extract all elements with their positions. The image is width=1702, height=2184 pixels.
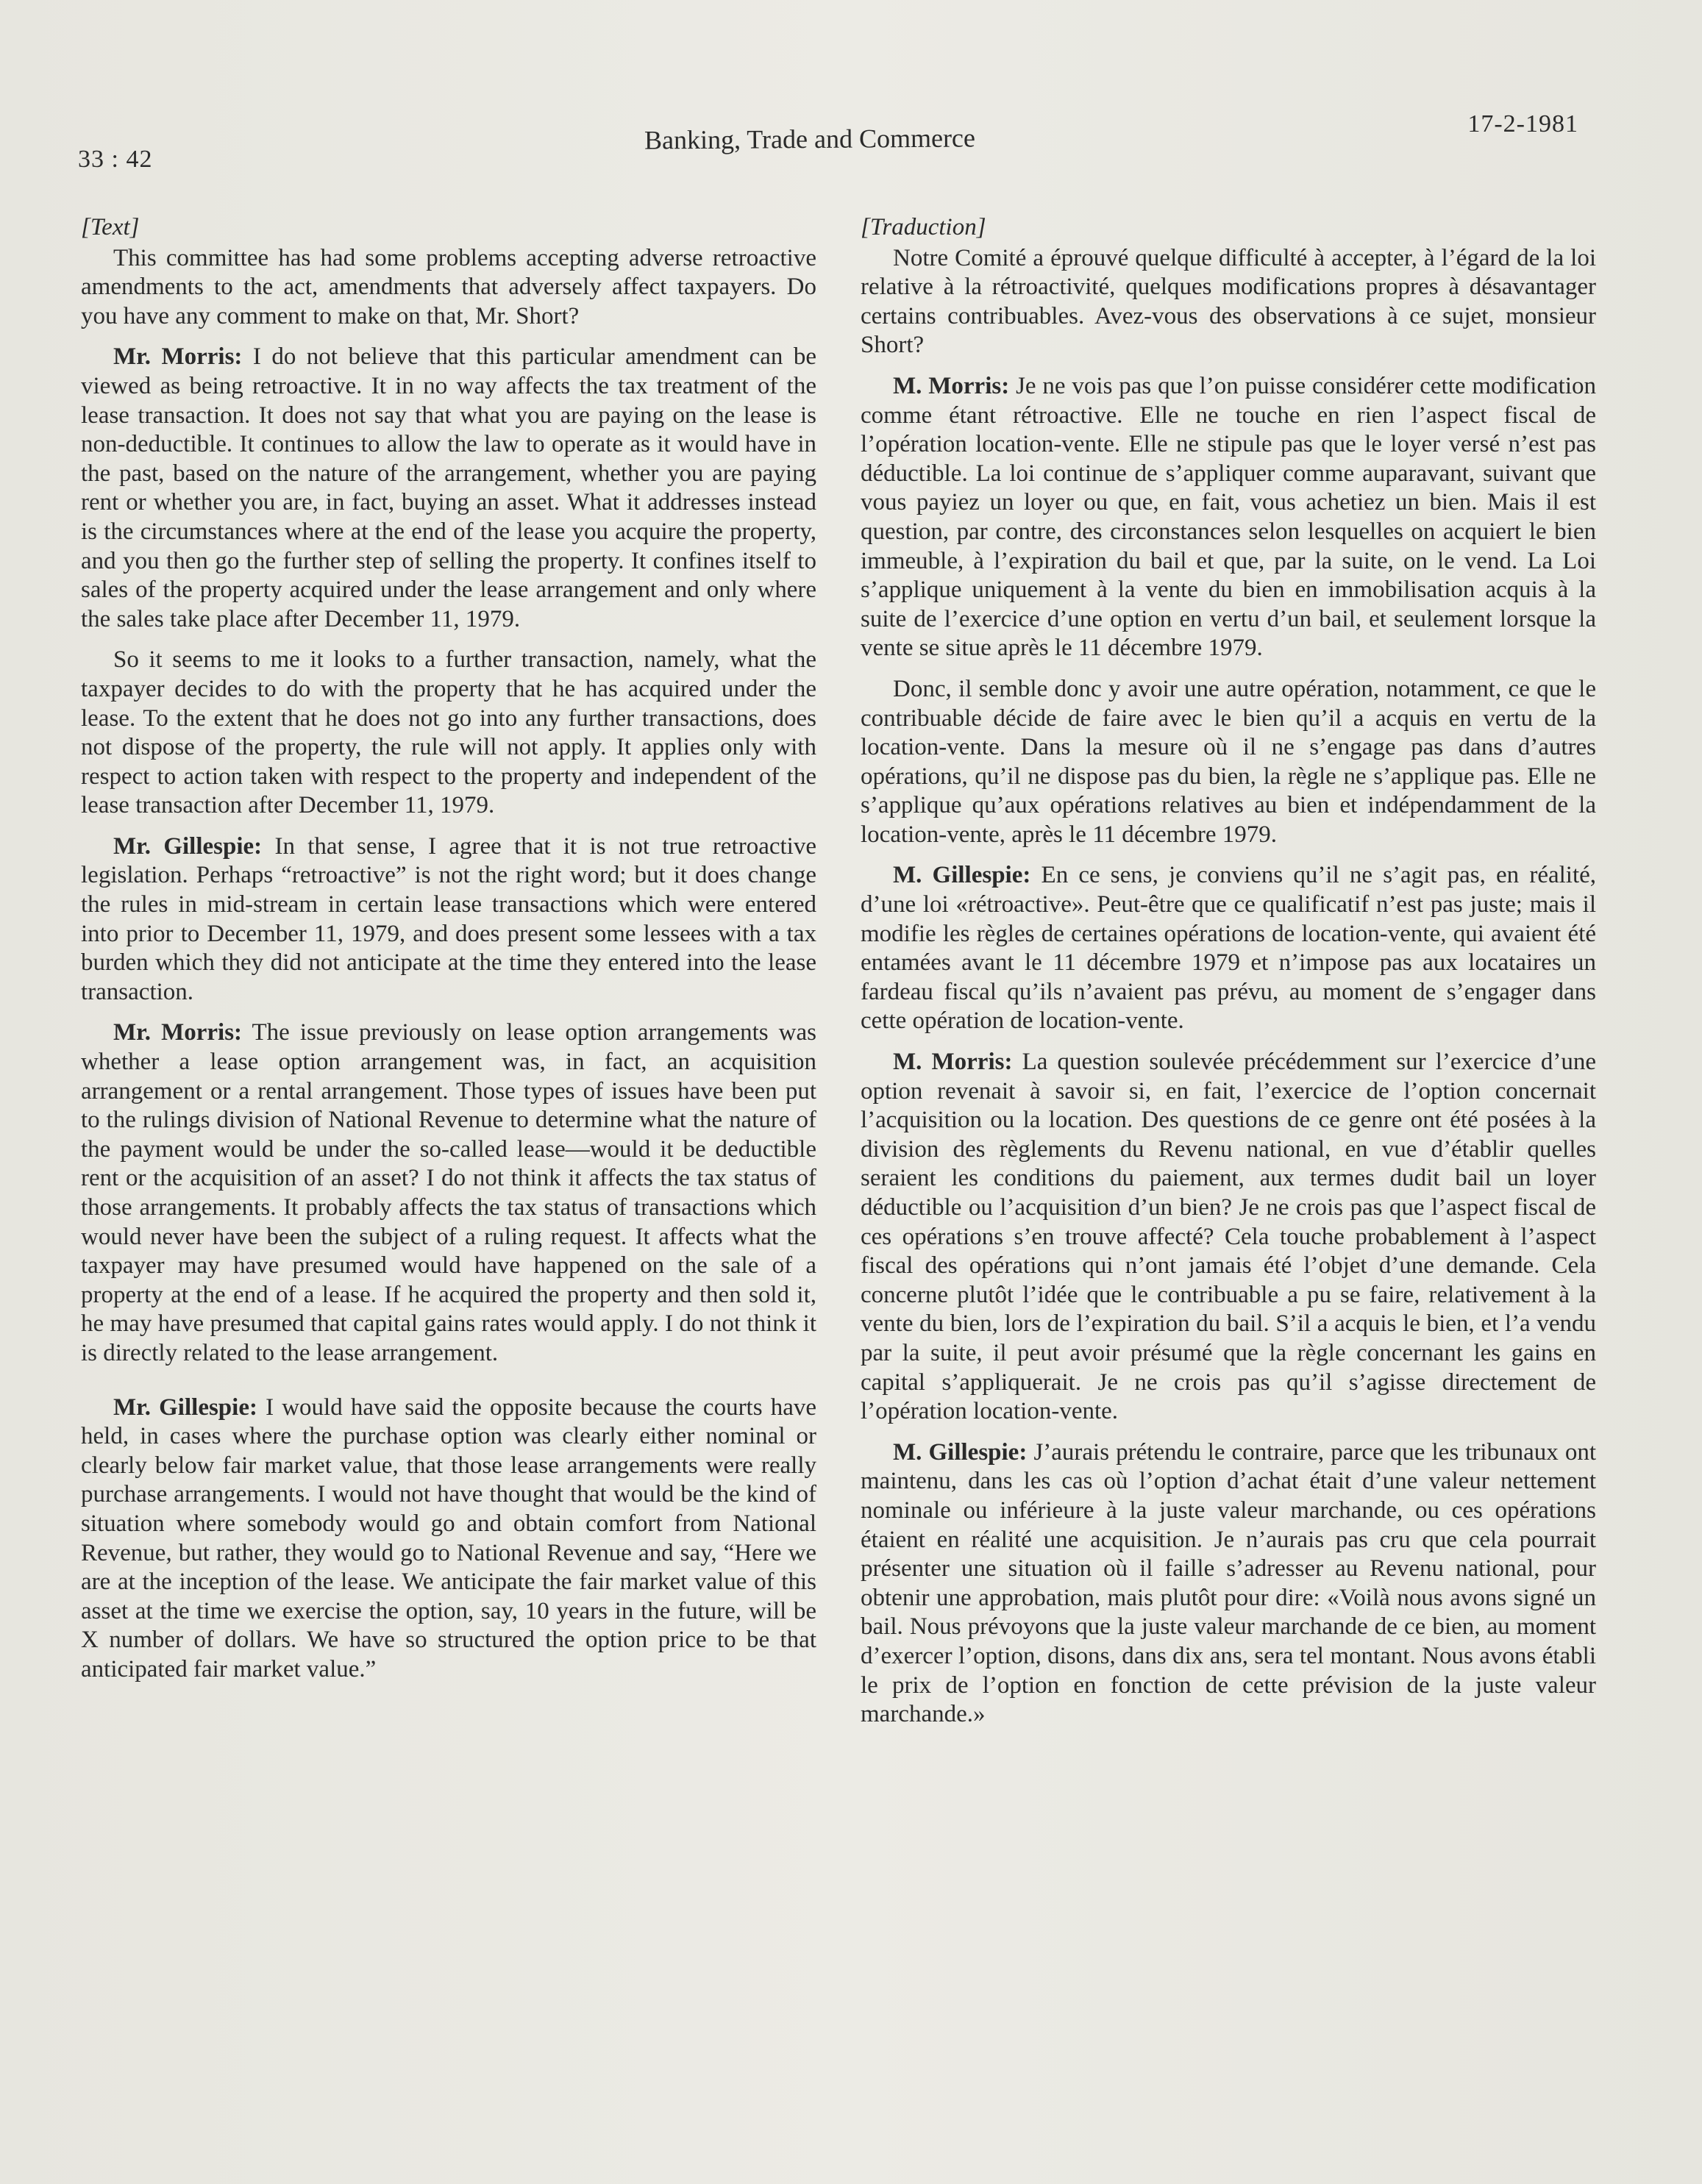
speaker-name: Mr. Morris: — [113, 343, 243, 371]
paragraph — [81, 832, 816, 1007]
speaker-name: Mr. Morris: — [113, 1019, 243, 1046]
paragraph-text: I would have said the opposite because the courts have held, in cases where the purchase option was clearly either nominal or clearly below fair market value, that those lease arrangements were really purchase arrangements. I would not have thought that would be the kind of situation where somebody would go and obtain comfort from National Revenue, but rather, they would go to National Revenue and say, “Here we are at the inception of the lease. We anticipate the fair market value of this asset at the time we exercise the option, say, 10 years in the future, will be X number of dollars. We have so structured the option price to be that anticipated fair market value.” — [81, 1393, 816, 1682]
paragraph — [81, 646, 816, 821]
paragraph-text: Donc, il semble donc y avoir une autre opération, notamment, ce que le contribuable décide de faire avec le bien qu’il a acquis en vertu de la location-vente. Dans la mesure où il ne s’engage pas dans d’autres opérations, qu’il ne dispose pas du bien, la règle ne s’applique pas. Elle ne s’applique qu’aux opérations relatives au bien et indépendamment de la location-vente, après le 11 décembre 1979. — [861, 675, 1596, 848]
paragraph-text: Je ne vois pas que l’on puisse considérer cette modification comme étant rétroactive. Elle ne touche en rien l’aspect fiscal de l’opération location-vente. Elle ne stipule pas que le loyer versé n’est pas déductible. La loi continue de s’appliquer comme auparavant, suivant que vous payiez un loyer ou que, en fait, vous achetiez un bien. Mais il est question, par contre, des circonstances selon lesquelles on acquiert le bien immeuble, à l’expiration du bail et que, par la suite, on le vend. La Loi s’applique uniquement à la vente du bien en immobilisation acquis à la suite de l’exercice d’une option en vertu d’un bail, et seulement lorsque la vente se situe après le 11 décembre 1979. — [861, 372, 1597, 662]
paragraph-text: La question soulevée précédemment sur l’exercice d’une option revenait à savoir si, en fait, l’exercice de l’option concernait l’acquisition ou la location. Des questions de ce genre ont été posées à la division des règlements du Revenu national, en vue d’établir quelles seraient les conditions du paiement, aux termes dudit bail un loyer déductible ou l’acquisition d’un bien? Je ne crois pas que l’aspect fiscal de ces opérations s’en trouve affecté? Cela touche probablement à l’aspect fiscal des opérations qui n’ont jamais été l’objet d’une demande. Cela concerne plutôt l’idée que le contribuable a pu se faire, relativement à la vente du bien, lors de l’expiration du bail. S’il a acquis le bien, et l’a vendu par la suite, il peut avoir présumé que la règle concernant les gains en capital s’appliquerait. Je ne crois pas qu’il s’agisse directement de l’opération location-vente. — [861, 1049, 1597, 1425]
paragraph — [81, 1393, 816, 1685]
paragraph-text: In that sense, I agree that it is not true retroactive legislation. Perhaps “retroactive” is not the right word; but it does change the rules in mid-stream in certain lease transactions which were entered into prior to December 11, 1979, and does present some lessees with a tax burden which they did not anticipate at the time they entered into the lease transaction. — [81, 832, 816, 1005]
paragraph — [81, 244, 816, 332]
speaker-name: Mr. Gillespie: — [113, 1393, 257, 1421]
paragraph — [861, 675, 1596, 850]
speaker-name: M. Morris: — [893, 372, 1010, 399]
paragraph — [861, 861, 1596, 1036]
running-title: Banking, Trade and Commerce — [644, 123, 976, 155]
paragraph — [861, 244, 1596, 360]
page-header — [78, 110, 1578, 184]
paragraph-text: The issue previously on lease option arrangements was whether a lease option arrangement was, in fact, an acquisition arrangement or a rental arrangement. Those types of issues have been put to the rulings division of National Revenue to determine what the nature of the payment would be under the so-called lease—would it be deductible rent or the acquisition of an asset? I do not think it affects the tax status of those arrangements. It probably affects the tax status of transactions which would never have been the subject of a ruling request. It affects what the taxpayer may have presumed would have happened on the sale of a property at the end of a lease. If he acquired the property and then sold it, he may have presumed that capital gains rates would apply. I do not think it is directly related to the lease arrangement. — [81, 1019, 816, 1366]
header-date: 17-2-1981 — [1467, 110, 1578, 138]
paragraph-text: En ce sens, je conviens qu’il ne s’agit pas, en réalité, d’une loi «rétroactive». Peut-être que ce qualificatif n’est pas juste; mais il modifie les règles de certaines opérations de location-vente, qui avaient été entamées avant le 11 décembre 1979 et n’impose pas aux locataires un fardeau fiscal qu’ils n’avaient pas prévu, au moment de s’engager dans cette opération de location-vente. — [861, 862, 1597, 1035]
english-column — [81, 213, 816, 1696]
speaker-name: Mr. Gillespie: — [113, 832, 263, 860]
paragraph — [861, 372, 1596, 663]
text-tag: [Text] — [81, 214, 140, 240]
paragraph-text: J’aurais prétendu le contraire, parce que les tribunaux ont maintenu, dans les cas où l’option d’achat était d’une valeur nettement nominale ou inférieure à la juste valeur marchande, ou ces opérations étaient en réalité une acquisition. Je n’aurais pas cru que cela pourrait présenter une situation où il faille s’adresser au Revenu national, pour obtenir une approbation, mais plutôt pour dire: «Voilà nous avons signé un bail. Nous prévoyons que la juste valeur marchande de ce bien, au moment d’exercer l’option, disons, dans dix ans, sera tel montant. Nous avons établi le prix de l’option en fonction de cette prévision de la juste valeur marchande.» — [861, 1438, 1597, 1728]
paragraph — [81, 1018, 816, 1368]
paragraph-text: I do not believe that this particular amendment can be viewed as being retroactive. It in no way affects the tax treatment of the lease transaction. It does not say that what you are paying on the lease is non-deductible. It continues to allow the law to operate as it would have in the past, based on the nature of the arrangement, whether you are paying rent or whether you are, in fact, buying an asset. What it addresses instead is the circumstances where at the end of the lease you acquire the property, and you then go the further step of selling the property. It confines itself to sales of the property acquired under the lease arrangement and only where the sales take place after December 11, 1979. — [81, 343, 816, 632]
french-column — [861, 213, 1596, 1741]
paragraph — [861, 1438, 1596, 1730]
paragraph-text: This committee has had some problems accepting adverse retroactive amendments to the act, amendments that adversely affect taxpayers. Do you have any comment to make on that, Mr. Short? — [81, 244, 816, 329]
paragraph — [861, 1048, 1596, 1427]
speaker-name: M. Morris: — [893, 1049, 1013, 1076]
speaker-name: M. Gillespie: — [893, 1438, 1028, 1466]
page-number: 33 : 42 — [78, 146, 153, 173]
paragraph-text: So it seems to me it looks to a further transaction, namely, what the taxpayer decides to do with the property that he has acquired under the lease. To the extent that he does not go into any further transactions, does not dispose of the property, the rule will not apply. It applies only with respect to action taken with respect to the property and independent of the lease transaction after December 11, 1979. — [81, 646, 816, 819]
traduction-tag: [Traduction] — [861, 214, 986, 240]
speaker-name: M. Gillespie: — [893, 862, 1031, 889]
paragraph-text: Notre Comité a éprouvé quelque difficulté à accepter, à l’égard de la loi relative à la rétroactivité, quelques modifications propres à désavantager certains contribuables. Avez-vous des observations à ce sujet, monsieur Short? — [861, 244, 1596, 359]
paragraph — [81, 343, 816, 634]
